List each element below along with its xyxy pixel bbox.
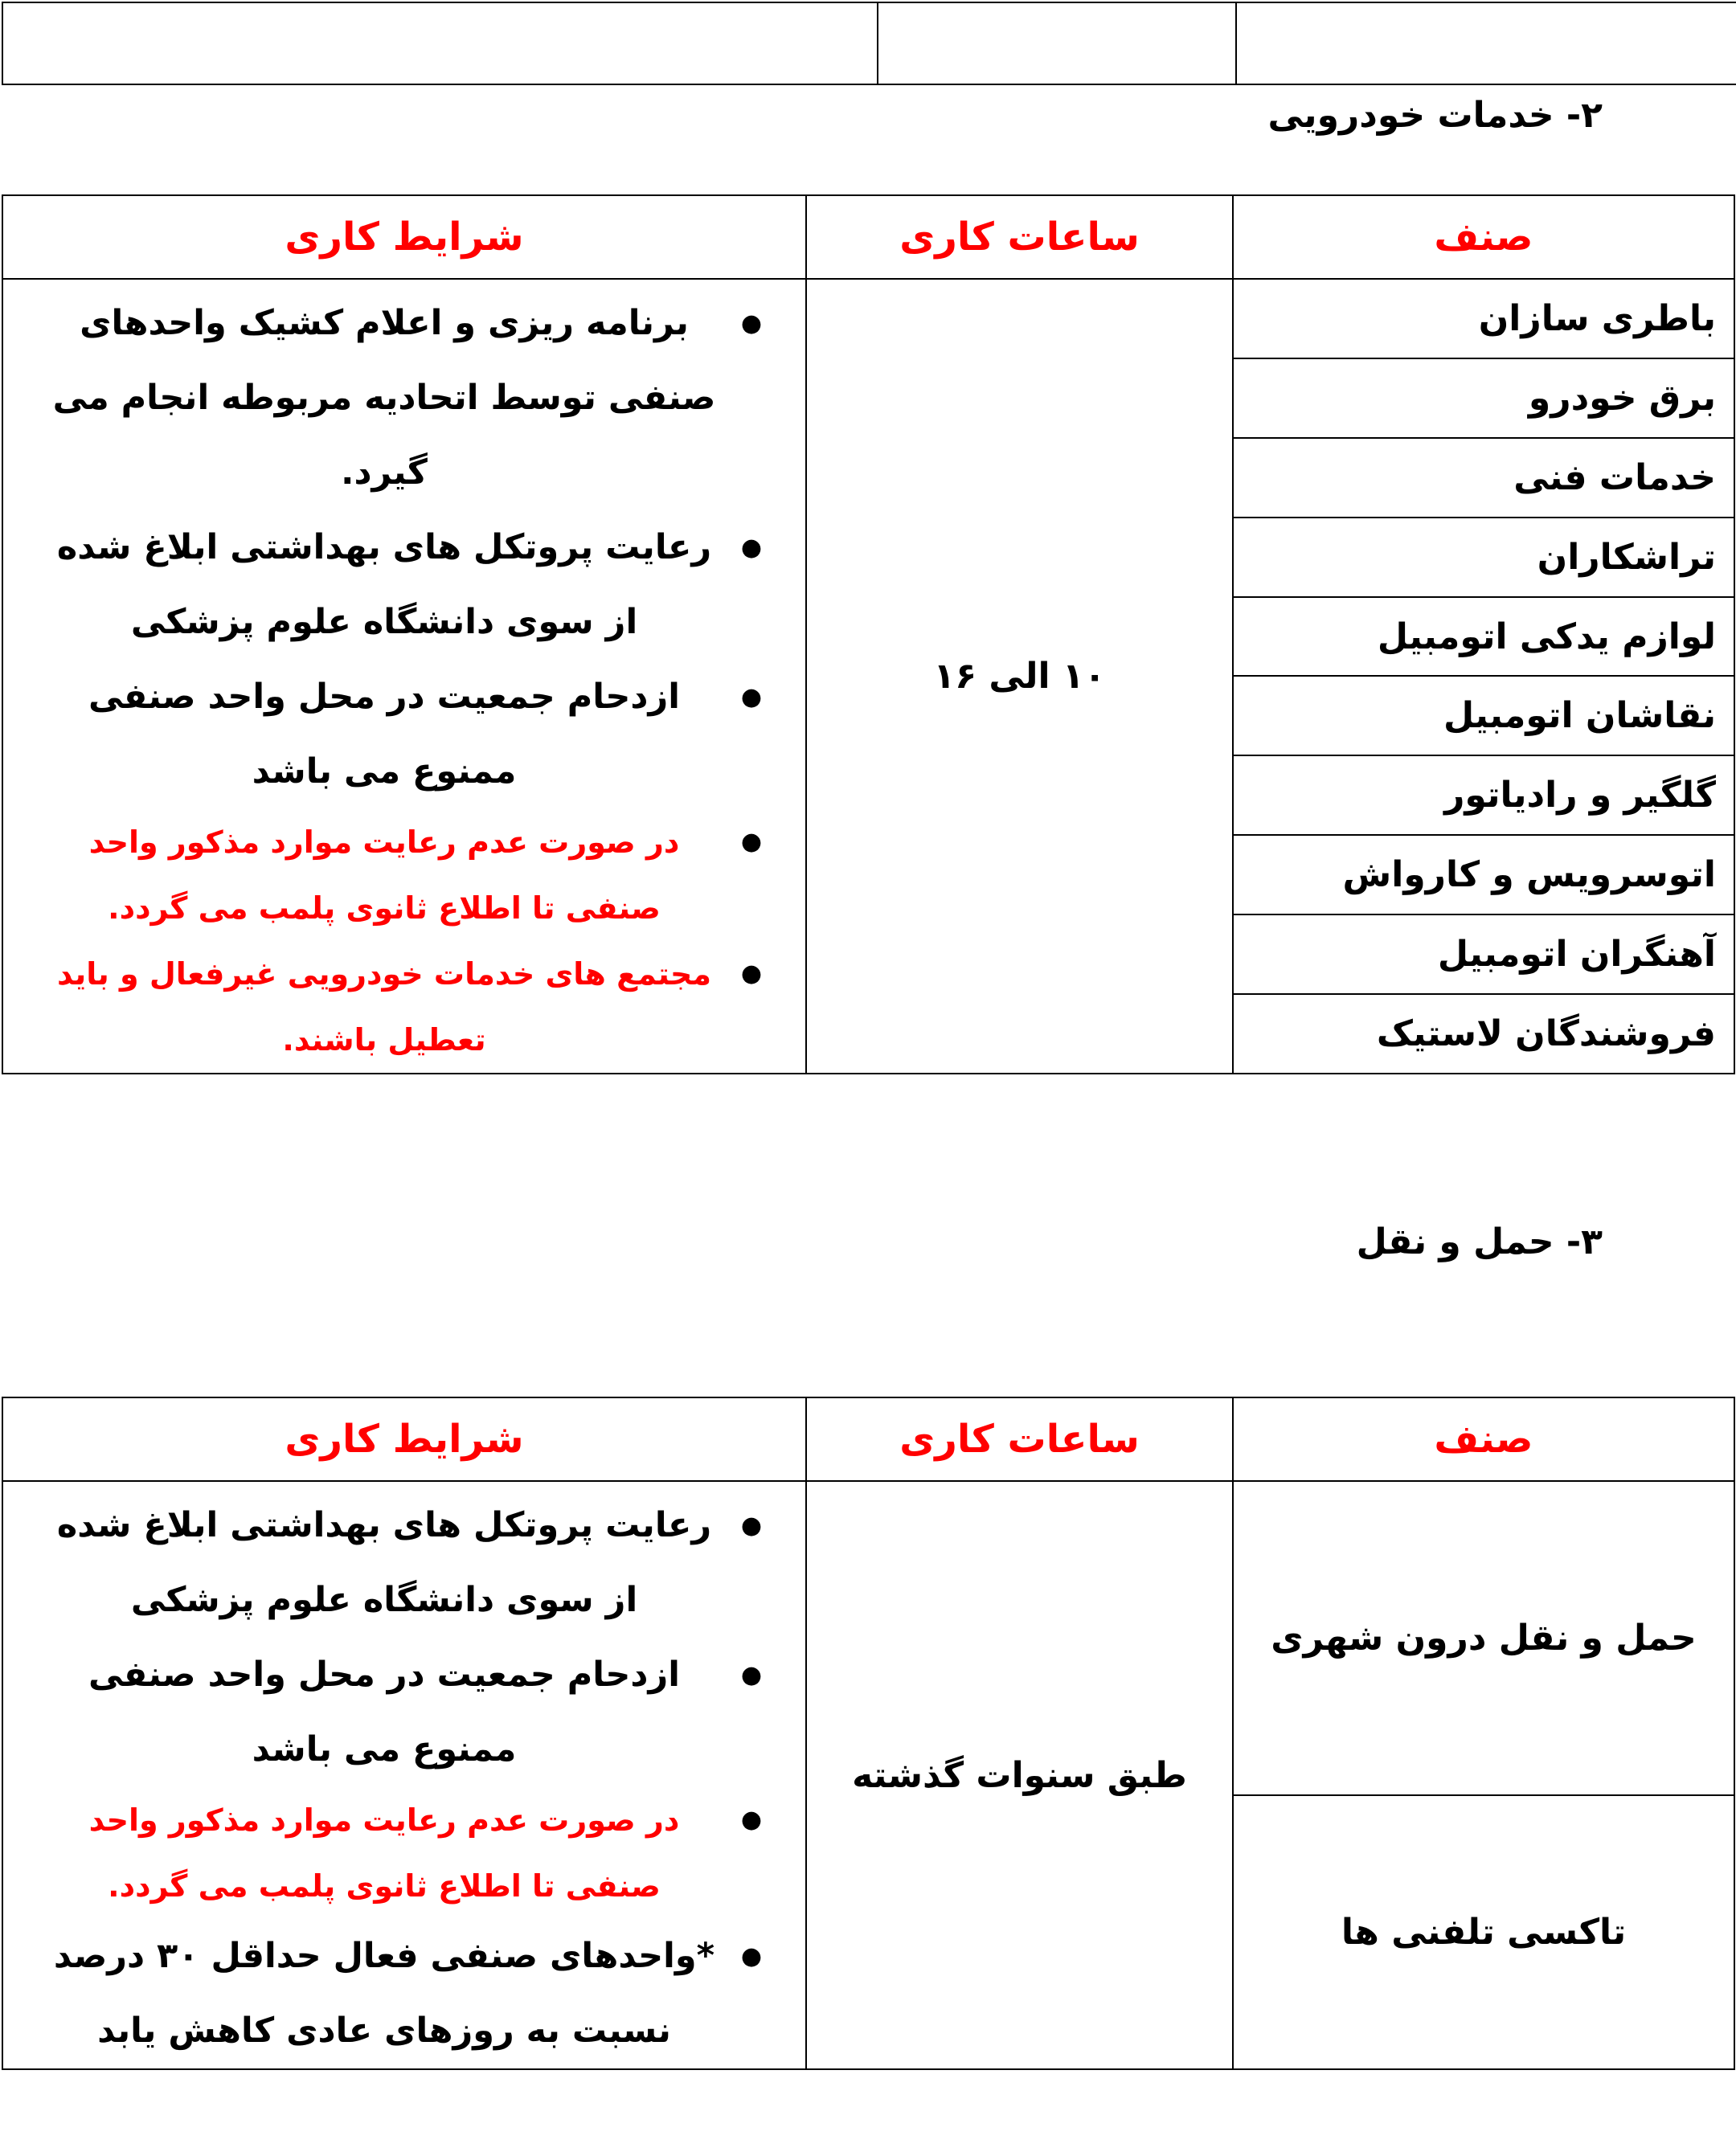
senf-cell: تاکسی تلفنی ها bbox=[1233, 1795, 1734, 2069]
condition-item-warning: ● در صورت عدم رعایت موارد مذکور واحد صنفی تا اطلاع ثانوی پلمب می گردد. bbox=[27, 1787, 781, 1919]
working-hours-cell: ۱۰ الی ۱۶ bbox=[806, 279, 1233, 1074]
table-header-row bbox=[2, 1397, 1734, 1481]
conditions-cell bbox=[2, 279, 806, 1074]
empty-cell bbox=[2, 2, 878, 84]
senf-cell: تراشکاران bbox=[1233, 518, 1734, 597]
auto-services-table bbox=[2, 194, 1735, 1074]
condition-item: ● ازدحام جمعیت در محل واحد صنفی ممنوع می باشد bbox=[27, 1638, 781, 1787]
empty-cell bbox=[1236, 2, 1736, 84]
senf-cell: آهنگران اتومبیل bbox=[1233, 914, 1734, 994]
header-senf: صنف bbox=[1233, 1397, 1734, 1481]
header-conditions: شرایط کاری bbox=[2, 1397, 806, 1481]
senf-cell: لوازم یدکی اتومبیل bbox=[1233, 597, 1734, 677]
senf-cell: نقاشان اتومبیل bbox=[1233, 676, 1734, 755]
condition-item: ● ازدحام جمعیت در محل واحد صنفی ممنوع می باشد bbox=[27, 660, 781, 809]
senf-cell: فروشندگان لاستیک bbox=[1233, 994, 1734, 1074]
section-2-title: ۲- خدمات خودرویی bbox=[1267, 95, 1603, 136]
section-3-title: ۳- حمل و نقل bbox=[1356, 1221, 1603, 1262]
condition-item-warning: ● مجتمع های خدمات خودرویی غیرفعال و باید تعطیل باشند. bbox=[27, 941, 781, 1073]
header-hours: ساعات کاری bbox=[806, 1397, 1233, 1481]
senf-cell: باطری سازان bbox=[1233, 279, 1734, 358]
working-hours-cell: طبق سنوات گذشته bbox=[806, 1481, 1233, 2069]
previous-table-fragment bbox=[2, 2, 1736, 85]
header-hours: ساعات کاری bbox=[806, 195, 1233, 279]
condition-item-warning: ● در صورت عدم رعایت موارد مذکور واحد صنفی تا اطلاع ثانوی پلمب می گردد. bbox=[27, 809, 781, 941]
senf-cell: گلگیر و رادیاتور bbox=[1233, 755, 1734, 835]
condition-item: ● برنامه ریزی و اعلام کشیک واحدهای صنفی توسط اتحادیه مربوطه انجام می گیرد. bbox=[27, 286, 781, 510]
senf-cell: حمل و نقل درون شهری bbox=[1233, 1481, 1734, 1795]
senf-cell: اتوسرویس و کارواش bbox=[1233, 835, 1734, 914]
conditions-cell bbox=[2, 1481, 806, 2069]
header-conditions: شرایط کاری bbox=[2, 195, 806, 279]
empty-cell bbox=[878, 2, 1236, 84]
transport-table bbox=[2, 1397, 1735, 2070]
conditions-list bbox=[27, 1488, 781, 2068]
table-row bbox=[2, 279, 1734, 358]
condition-item: ● رعایت پروتکل های بهداشتی ابلاغ شده از سوی دانشگاه علوم پزشکی bbox=[27, 510, 781, 660]
conditions-list bbox=[27, 286, 781, 1073]
table-header-row bbox=[2, 195, 1734, 279]
table-row bbox=[2, 1481, 1734, 1795]
header-senf: صنف bbox=[1233, 195, 1734, 279]
senf-cell: خدمات فنی bbox=[1233, 438, 1734, 518]
condition-item: ● رعایت پروتکل های بهداشتی ابلاغ شده از سوی دانشگاه علوم پزشکی bbox=[27, 1488, 781, 1638]
senf-cell: برق خودرو bbox=[1233, 358, 1734, 438]
condition-note: ● *واحدهای صنفی فعال حداقل ۳۰ درصد نسبت به روزهای عادی کاهش یابد bbox=[27, 1919, 781, 2068]
